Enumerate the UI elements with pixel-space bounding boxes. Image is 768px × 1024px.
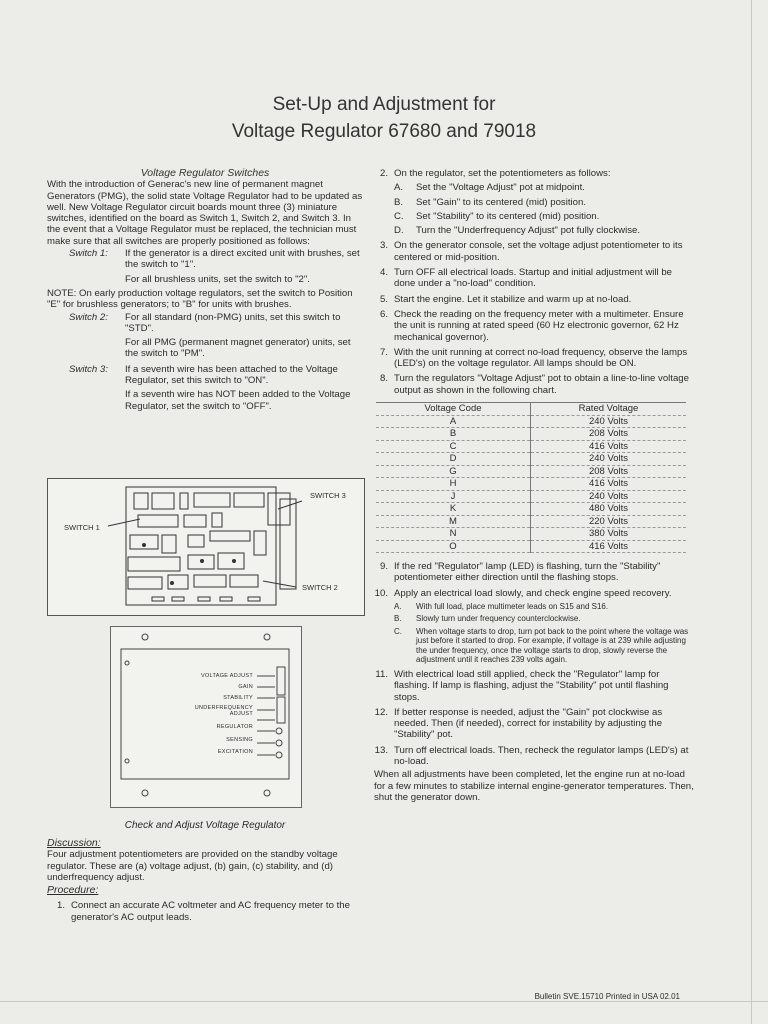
switch1-text2: For all brushless units, set the switch to "2". bbox=[125, 273, 310, 285]
step-5-text: Start the engine. Let it stabilize and warm up at no-load. bbox=[394, 293, 632, 305]
voltage-code-cell: H bbox=[376, 478, 531, 491]
rated-voltage-cell: 208 Volts bbox=[531, 465, 687, 478]
discussion-label: Discussion: bbox=[47, 837, 101, 849]
table-row bbox=[376, 540, 686, 553]
table-row bbox=[376, 515, 686, 528]
step-10 bbox=[374, 588, 694, 599]
step-6-number: 6. bbox=[379, 308, 388, 320]
voltage-adjust-label: VOLTAGE ADJUST bbox=[201, 673, 253, 679]
table-row bbox=[376, 528, 686, 541]
step-2c: C. Set "Stability" to its centered (mid) position. bbox=[394, 211, 694, 222]
step-13-text: Turn off electrical loads. Then, recheck the regulator lamps (LED's) at no-load. bbox=[394, 744, 689, 768]
discussion-text: Four adjustment potentiometers are provided on the standby voltage regulator. These are (a) voltage adjust, (b) gain, (c) stability, and (d) underfrequency adjust. bbox=[47, 849, 338, 883]
switches-heading: Voltage Regulator Switches bbox=[140, 167, 270, 179]
regulator-figure bbox=[110, 626, 302, 808]
intro-paragraph: With the introduction of Generac's new line of permanent magnet Generators (PMG), the solid state Voltage Regulator had to be updated as well. New Voltage Regulator circuit boards mount three (3) miniature switches, identified on the board as Switch 1, Switch 2, and Switch 3. In the event that a Voltage Regulator must be replaced, the technician must make sure that all switches are properly positioned as follows: bbox=[47, 179, 363, 247]
voltage-code-cell: N bbox=[376, 528, 531, 541]
switch2-text2: For all PMG (permanent magnet generator) units, set the switch to "PM". bbox=[125, 337, 351, 360]
procedure-section bbox=[47, 838, 363, 923]
circuit-board-figure bbox=[47, 478, 365, 616]
switch1-entry bbox=[47, 248, 363, 271]
step-10c-text: When voltage starts to drop, turn pot back to the point where the voltage was just before it started to drop. For example, if voltage is at 239 while adjusting the under frequency, once the voltage starts to drop, slowly reverse the adjustment until it reaches 239 volts again. bbox=[416, 626, 689, 665]
closing-paragraph: When all adjustments have been completed, let the engine run at no-load for a few minutes to stabilize internal engine-generator temperatures. Then, shut the generator down. bbox=[374, 769, 694, 803]
step-2c-text: Set "Stability" to its centered (mid) position. bbox=[416, 210, 600, 222]
procedure-label: Procedure: bbox=[47, 884, 99, 897]
voltage-code-cell: C bbox=[376, 440, 531, 453]
figure-caption: Check and Adjust Voltage Regulator bbox=[124, 820, 286, 831]
left-column bbox=[47, 168, 363, 412]
rated-voltage-cell: 416 Volts bbox=[531, 540, 687, 553]
switch1-text: If the generator is a direct excited unit with brushes, set the switch to "1". bbox=[125, 248, 360, 271]
step-4-text: Turn OFF all electrical loads. Startup and initial adjustment will be done under a "no-load" condition. bbox=[394, 267, 672, 290]
table-row bbox=[376, 453, 686, 466]
step-10-number: 10. bbox=[374, 587, 388, 599]
underfrequency-label: UNDERFREQUENCY ADJUST bbox=[194, 705, 253, 717]
step-1 bbox=[51, 900, 363, 923]
step-2a: A. Set the "Voltage Adjust" pot at midpoint. bbox=[394, 182, 694, 193]
step-2b-text: Set "Gain" to its centered (mid) position. bbox=[416, 196, 586, 208]
table-row bbox=[376, 428, 686, 441]
voltage-code-cell: M bbox=[376, 515, 531, 528]
step-13 bbox=[374, 745, 694, 768]
step-11 bbox=[374, 669, 694, 703]
step-2d-text: Turn the "Underfrequency Adjust" pot fully clockwise. bbox=[416, 225, 641, 237]
switch3-callout: SWITCH 3 bbox=[310, 491, 346, 500]
step-8 bbox=[374, 373, 694, 396]
step-12-number: 12. bbox=[374, 706, 388, 718]
voltage-code-cell: J bbox=[376, 490, 531, 503]
table-row bbox=[376, 503, 686, 516]
step-9-text: If the red "Regulator" lamp (LED) is flashing, turn the "Stability" potentiometer either direction until the flashing stops. bbox=[394, 561, 661, 584]
rated-voltage-cell: 416 Volts bbox=[531, 440, 687, 453]
step-2d: D. Turn the "Underfrequency Adjust" pot fully clockwise. bbox=[394, 225, 694, 236]
note-paragraph: NOTE: On early production voltage regulators, set the switch to Position "E" for brushless generators; to "B" for units with brushes. bbox=[47, 287, 353, 311]
voltage-code-table bbox=[376, 402, 686, 553]
step-12-text: If better response is needed, adjust the "Gain" pot clockwise as needed. Then (if needed), correct for instability by adjusting the "Stability" pot. bbox=[394, 706, 663, 741]
switch2-text: For all standard (non-PMG) units, set this switch to "STD". bbox=[125, 311, 341, 334]
page-title-line1: Set-Up and Adjustment for bbox=[272, 94, 496, 115]
table-row bbox=[376, 440, 686, 453]
regulator-drawing bbox=[111, 627, 301, 807]
switch2-entry bbox=[47, 312, 363, 335]
step-10b-text: Slowly turn under frequency counterclockwise. bbox=[416, 614, 581, 624]
step-4 bbox=[374, 267, 694, 290]
step-7 bbox=[374, 347, 694, 370]
switch1-label: Switch 1: bbox=[69, 248, 108, 260]
step-2 bbox=[374, 168, 694, 179]
step-3 bbox=[374, 240, 694, 263]
step-11-number: 11. bbox=[375, 668, 388, 680]
voltage-code-cell: B bbox=[376, 428, 531, 441]
switch3-text2: If a seventh wire has NOT been added to the Voltage Regulator, set the switch to "OFF". bbox=[125, 389, 351, 412]
right-column bbox=[374, 168, 694, 803]
step-12 bbox=[374, 707, 694, 741]
rated-voltage-cell: 240 Volts bbox=[531, 453, 687, 466]
step-2b: B. Set "Gain" to its centered (mid) position. bbox=[394, 197, 694, 208]
step-3-number: 3. bbox=[379, 240, 388, 252]
voltage-table-body bbox=[376, 415, 686, 553]
step-2-text: On the regulator, set the potentiometers as follows: bbox=[394, 168, 611, 179]
step-9-number: 9. bbox=[379, 561, 388, 573]
gain-label: GAIN bbox=[238, 684, 253, 690]
step-10c: C. When voltage starts to drop, turn pot back to the point where the voltage was just before it started to drop. For example, if voltage is at 239 while adjusting the under frequency, once the voltage starts to drop, slowly reverse the adjustment until it reaches 239 volts again. bbox=[394, 627, 694, 665]
switch3-label: Switch 3: bbox=[69, 363, 108, 375]
step-2a-text: Set the "Voltage Adjust" pot at midpoint. bbox=[416, 182, 585, 194]
sensing-lamp-label: SENSING bbox=[226, 737, 253, 743]
step-10-text: Apply an electrical load slowly, and check engine speed recovery. bbox=[394, 587, 672, 599]
step-1-number: 1. bbox=[56, 900, 65, 912]
step-5-number: 5. bbox=[379, 293, 388, 305]
voltage-code-cell: O bbox=[376, 540, 531, 553]
step-10b: B. Slowly turn under frequency counterclockwise. bbox=[394, 614, 694, 624]
rated-voltage-cell: 480 Volts bbox=[531, 503, 687, 516]
voltage-code-cell: D bbox=[376, 453, 531, 466]
rated-voltage-header: Rated Voltage bbox=[531, 403, 687, 416]
switch2-label: Switch 2: bbox=[69, 311, 108, 323]
switch3-entry bbox=[47, 364, 363, 387]
regulator-lamp-label: REGULATOR bbox=[216, 724, 253, 730]
step-1-text: Connect an accurate AC voltmeter and AC frequency meter to the generator's AC output leads. bbox=[71, 900, 350, 923]
table-row bbox=[376, 415, 686, 428]
switch3-text: If a seventh wire has been attached to the Voltage Regulator, set this switch to "ON". bbox=[125, 363, 338, 387]
bulletin-footer: Bulletin SVE.15710 Printed in USA 02.01 bbox=[534, 992, 680, 1001]
step-10a: A. With full load, place multimeter leads on S15 and S16. bbox=[394, 602, 694, 612]
step-2-number: 2. bbox=[379, 168, 388, 179]
rated-voltage-cell: 380 Volts bbox=[531, 528, 687, 541]
page-edge bbox=[751, 0, 752, 1024]
step-7-number: 7. bbox=[379, 346, 388, 358]
rated-voltage-cell: 240 Volts bbox=[531, 415, 687, 428]
step-3-text: On the generator console, set the voltage adjust potentiometer to its centered or mid-position. bbox=[394, 240, 683, 263]
table-row bbox=[376, 490, 686, 503]
step-6-text: Check the reading on the frequency meter with a multimeter. Ensure the unit is running at rated speed (60 Hz electronic governor, 62 Hz mechanical governor). bbox=[394, 308, 684, 343]
stability-label: STABILITY bbox=[223, 695, 253, 701]
page-bottom-edge bbox=[0, 1001, 768, 1002]
voltage-code-cell: K bbox=[376, 503, 531, 516]
step-10a-text: With full load, place multimeter leads on S15 and S16. bbox=[416, 601, 609, 611]
table-row bbox=[376, 478, 686, 491]
step-11-text: With electrical load still applied, check the "Regulator" lamp for flashing. If lamp is flashing, adjust the "Stability" pot until flashing stops. bbox=[394, 668, 669, 703]
voltage-code-cell: G bbox=[376, 465, 531, 478]
step-7-text: With the unit running at correct no-load frequency, observe the lamps (LED's) on the voltage regulator. All lamps should be ON. bbox=[394, 346, 688, 370]
table-header-row bbox=[376, 403, 686, 416]
rated-voltage-cell: 416 Volts bbox=[531, 478, 687, 491]
step-5 bbox=[374, 294, 694, 305]
step-9 bbox=[374, 561, 694, 584]
step-13-number: 13. bbox=[374, 744, 388, 756]
switch1-callout: SWITCH 1 bbox=[64, 523, 100, 532]
rated-voltage-cell: 208 Volts bbox=[531, 428, 687, 441]
switch2-callout: SWITCH 2 bbox=[302, 583, 338, 592]
step-6 bbox=[374, 309, 694, 343]
excitation-lamp-label: EXCITATION bbox=[217, 749, 253, 755]
rated-voltage-cell: 240 Volts bbox=[531, 490, 687, 503]
voltage-code-header: Voltage Code bbox=[376, 403, 531, 416]
voltage-code-cell: A bbox=[376, 415, 531, 428]
rated-voltage-cell: 220 Volts bbox=[531, 515, 687, 528]
table-row bbox=[376, 465, 686, 478]
page-title-line2: Voltage Regulator 67680 and 79018 bbox=[231, 121, 537, 142]
step-8-text: Turn the regulators "Voltage Adjust" pot to obtain a line-to-line voltage output as shown in the following chart. bbox=[394, 373, 689, 396]
step-4-number: 4. bbox=[379, 267, 388, 279]
step-8-number: 8. bbox=[379, 373, 388, 385]
